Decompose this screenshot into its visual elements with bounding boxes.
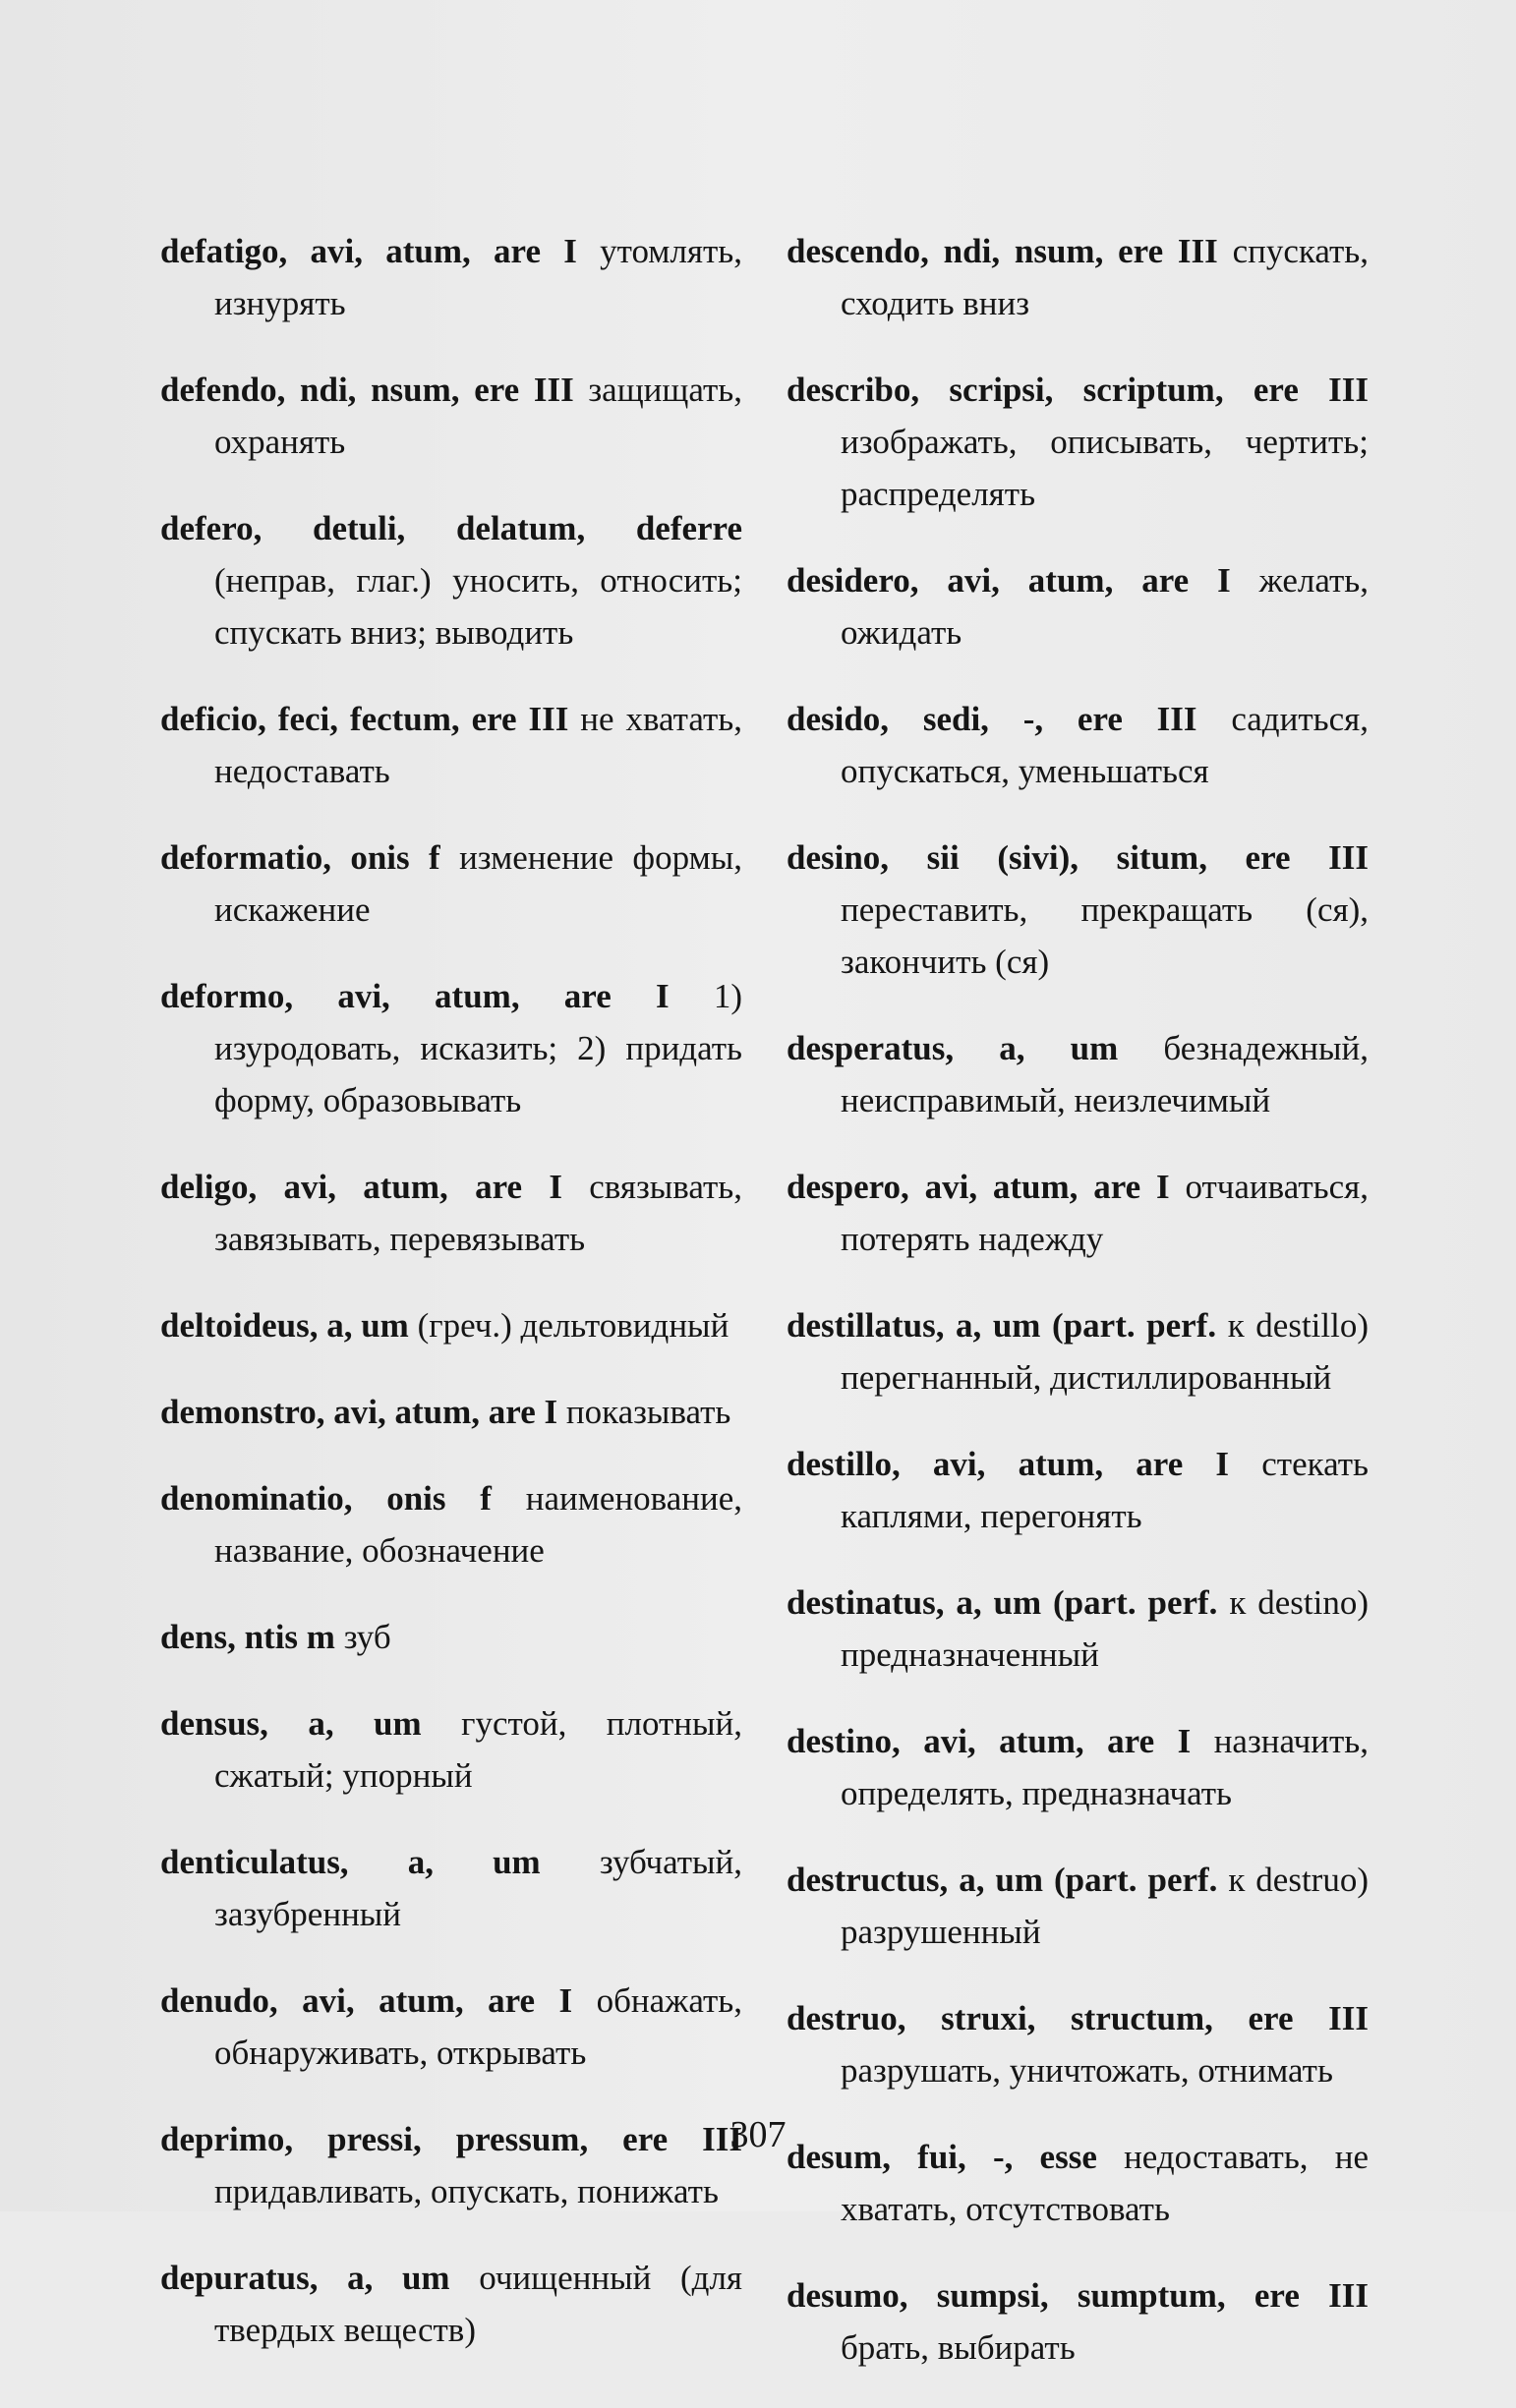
dictionary-entry — [160, 364, 742, 468]
definition: изображать, описывать, чертить; распределять — [841, 423, 1369, 513]
dictionary-entry — [160, 970, 742, 1126]
definition: показывать — [565, 1393, 731, 1431]
definition: (греч.) дельтовидный — [417, 1306, 729, 1345]
dictionary-entry — [787, 1992, 1369, 2096]
dictionary-entry — [787, 1022, 1369, 1126]
page-number: 307 — [729, 2114, 787, 2155]
dictionary-entry — [787, 364, 1369, 520]
headword: deligo, avi, atum, are I — [160, 1168, 562, 1206]
definition: не хватать, недоставать — [214, 700, 742, 790]
definition: к destruo) разрушенный — [841, 1861, 1369, 1951]
headword: depuratus, a, um — [160, 2259, 450, 2297]
definition: густой, плотный, сжатый; упорный — [214, 1704, 743, 1795]
definition: (неправ, глаг.) уносить, относить; спускать вниз; выводить — [214, 561, 742, 652]
definition: отчаиваться, потерять надежду — [841, 1168, 1369, 1258]
headword: desino, sii (sivi), situm, ere III — [787, 838, 1369, 877]
dictionary-entry — [160, 1697, 742, 1802]
headword: defero, detuli, delatum, deferre — [160, 509, 742, 547]
headword: desidero, avi, atum, are I — [787, 561, 1231, 600]
headword: defendo, ndi, nsum, ere III — [160, 371, 574, 409]
headword: deprimo, pressi, pressum, ere III — [160, 2120, 742, 2158]
headword: desperatus, a, um — [787, 1029, 1119, 1067]
headword: despero, avi, atum, are I — [787, 1168, 1170, 1206]
dictionary-entry — [160, 1836, 742, 1940]
left-column — [160, 191, 742, 2390]
dictionary-entry — [160, 693, 742, 797]
definition: назначить, определять, предназначать — [841, 1722, 1369, 1812]
headword: desum, fui, -, esse — [787, 2138, 1097, 2176]
headword: denticulatus, a, um — [160, 1843, 541, 1881]
definition: защищать, охранять — [214, 371, 742, 461]
definition: очищенный (для твердых веществ) — [214, 2259, 743, 2349]
headword: destino, avi, atum, are I — [787, 1722, 1192, 1760]
dictionary-entry — [160, 1161, 742, 1265]
definition: изменение формы, искажение — [214, 838, 742, 929]
dictionary-entry — [160, 831, 742, 936]
definition: наименование, название, обозначение — [214, 1479, 743, 1570]
dictionary-entry — [787, 831, 1369, 988]
definition: желать, ожидать — [841, 561, 1369, 652]
definition: разрушать, уничтожать, отнимать — [841, 2051, 1333, 2090]
dictionary-entry — [787, 1299, 1369, 1404]
dictionary-entry — [787, 1161, 1369, 1265]
headword: deltoideus, a, um — [160, 1306, 409, 1345]
headword: deformo, avi, atum, are I — [160, 977, 670, 1015]
headword: destruo, struxi, structum, ere III — [787, 1999, 1369, 2037]
dictionary-entry — [787, 225, 1369, 329]
headword: destructus, a, um (part. perf. — [787, 1861, 1218, 1899]
dictionary-entry — [160, 1472, 742, 1577]
headword: destillatus, a, um (part. perf. — [787, 1306, 1217, 1345]
dictionary-entry — [787, 2269, 1369, 2374]
definition: к destillo) перегнанный, дистиллированный — [841, 1306, 1369, 1397]
headword: densus, a, um — [160, 1704, 422, 1743]
dictionary-entry — [787, 1854, 1369, 1958]
definition: садиться, опускаться, уменьшаться — [841, 700, 1369, 790]
headword: denominatio, onis f — [160, 1479, 492, 1518]
definition: утомлять, изнурять — [214, 232, 743, 322]
definition: переставить, прекращать (ся), закончить (ся) — [841, 890, 1369, 981]
dictionary-entry — [160, 502, 742, 659]
headword: desumo, sumpsi, sumptum, ere III — [787, 2276, 1369, 2315]
definition: к destino) предназначенный — [841, 1583, 1370, 1674]
definition: недоставать, не хватать, отсутствовать — [841, 2138, 1369, 2228]
headword: describo, scripsi, scriptum, ere III — [787, 371, 1369, 409]
right-column — [787, 191, 1369, 2408]
dictionary-entry — [787, 1577, 1369, 1681]
definition: спускать, сходить вниз — [841, 232, 1369, 322]
dictionary-entry — [160, 2252, 742, 2356]
dictionary-entry — [160, 1299, 742, 1351]
headword: deformatio, onis f — [160, 838, 440, 877]
dictionary-entry — [160, 1975, 742, 2079]
headword: destinatus, a, um (part. perf. — [787, 1583, 1218, 1622]
dictionary-entry — [160, 225, 742, 329]
headword: defatigo, avi, atum, are I — [160, 232, 577, 270]
dictionary-entry — [787, 693, 1369, 797]
headword: descendo, ndi, nsum, ere III — [787, 232, 1218, 270]
headword: demonstro, avi, atum, are I — [160, 1393, 558, 1431]
definition: безнадежный, неисправимый, неизлечимый — [841, 1029, 1369, 1119]
headword: dens, ntis m — [160, 1618, 335, 1656]
dictionary-entry — [787, 1438, 1369, 1542]
dictionary-entry — [787, 1715, 1369, 1819]
dictionary-entry — [160, 1611, 742, 1663]
definition: обнажать, обнаруживать, открывать — [214, 1981, 742, 2072]
definition: зубчатый, зазубренный — [214, 1843, 742, 1933]
definition: связывать, завязывать, перевязывать — [214, 1168, 742, 1258]
definition: брать, выбирать — [841, 2328, 1076, 2367]
dictionary-entry — [787, 554, 1369, 659]
definition: 1) изуродовать, исказить; 2) придать форму, образовывать — [214, 977, 743, 1119]
dictionary-entry — [160, 1386, 742, 1438]
headword: desido, sedi, -, ere III — [787, 700, 1197, 738]
definition: зуб — [343, 1618, 391, 1656]
definition: придавливать, опускать, понижать — [214, 2172, 719, 2210]
headword: denudo, avi, atum, are I — [160, 1981, 573, 2020]
headword: deficio, feci, fectum, ere III — [160, 700, 569, 738]
headword: destillo, avi, atum, are I — [787, 1445, 1230, 1483]
definition: стекать каплями, перегонять — [841, 1445, 1369, 1535]
